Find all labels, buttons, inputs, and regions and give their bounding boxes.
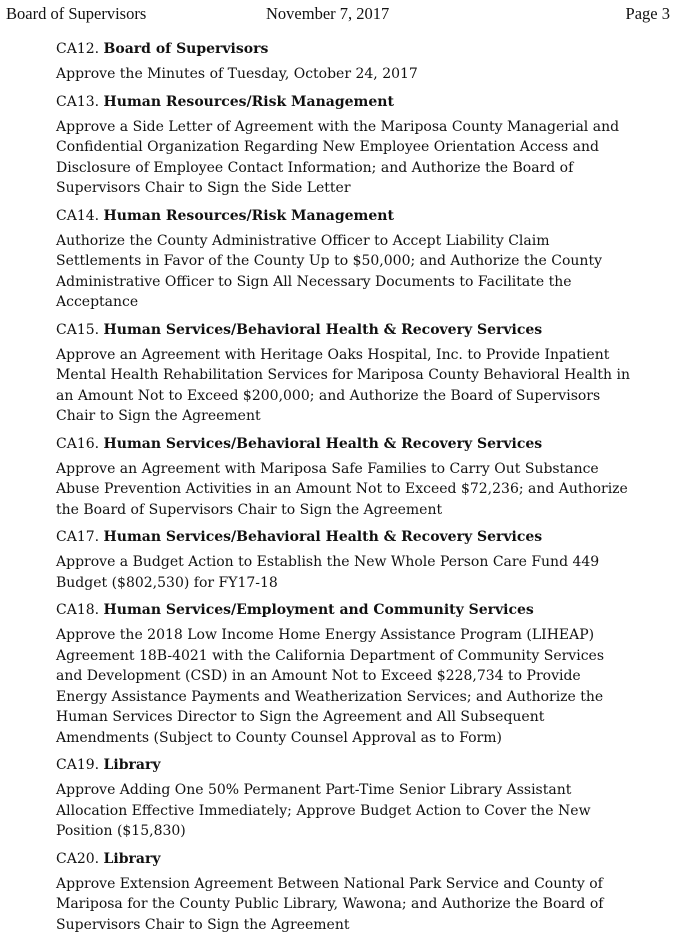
consent-agenda-list — [56, 39, 678, 942]
agenda-item — [56, 39, 678, 85]
agenda-item-body: Approve a Budget Action to Establish the New Whole Person Care Fund 449 Budget ($802,530) for FY17-18 — [56, 554, 600, 591]
agenda-item-title: Human Services/Employment and Community Services — [103, 602, 534, 618]
agenda-item-heading — [56, 92, 678, 113]
agenda-item-title: Human Resources/Risk Management — [103, 207, 394, 224]
agenda-item-title: Human Services/Behavioral Health & Recovery Services — [103, 529, 543, 545]
agenda-item-body: Approve Adding One 50% Permanent Part-Time Senior Library Assistant Allocation Effective Immediately; Approve Budget Action to Cover the New Position ($15,830) — [56, 782, 591, 839]
page-header — [6, 4, 670, 24]
agenda-item — [56, 600, 678, 748]
agenda-item — [56, 849, 678, 936]
agenda-item — [56, 206, 678, 313]
agenda-item-title: Library — [103, 850, 161, 867]
agenda-item-body: Approve the 2018 Low Income Home Energy Assistance Program (LIHEAP) Agreement 18B-4021 with the California Department of Community Services and Development (CSD) in an Amount Not to Exceed $228,734 to Provide Energy Assistance Payments and Weatherization Services; and Authorize the Human Services Director to Sign the Agreement and All Subsequent Amendments (Subject to County Counsel Approval as to Form) — [56, 627, 605, 746]
agenda-item-heading — [56, 600, 678, 621]
agenda-item-body: Approve a Side Letter of Agreement with the Mariposa County Managerial and Confidential Organization Regarding New Employee Orientation Access and Disclosure of Employee Contact Information; and Authorize the Board of Supervisors Chair to Sign the Side Letter — [56, 118, 620, 196]
agenda-item-heading — [56, 755, 678, 776]
agenda-item-body: Approve an Agreement with Heritage Oaks Hospital, Inc. to Provide Inpatient Mental Health Rehabilitation Services for Mariposa County Behavioral Health in an Amount Not to Exceed $200,000; and Authorize the Board of Supervisors Chair to Sign the Agreement — [56, 346, 630, 424]
agenda-item-title: Board of Supervisors — [103, 41, 269, 57]
agenda-item-code: CA20. — [56, 850, 100, 867]
header-date: November 7, 2017 — [266, 4, 390, 23]
agenda-item-title: Human Resources/Risk Management — [103, 93, 394, 110]
agenda-item — [56, 320, 678, 427]
agenda-item-code: CA13. — [56, 93, 100, 110]
agenda-item-title: Human Services/Behavioral Health & Recovery Services — [103, 435, 543, 452]
agenda-item-body: Approve the Minutes of Tuesday, October 24, 2017 — [56, 66, 418, 82]
header-page-number: Page 3 — [625, 4, 670, 23]
agenda-item-body: Approve an Agreement with Mariposa Safe Families to Carry Out Substance Abuse Prevention Activities in an Amount Not to Exceed $72,236; and Authorize the Board of Supervisors Chair to Sign the Agreement — [56, 460, 628, 518]
agenda-item-code: CA16. — [56, 435, 100, 452]
agenda-item-code: CA12. — [56, 41, 100, 57]
agenda-item-code: CA18. — [56, 602, 100, 618]
agenda-item-code: CA14. — [56, 207, 100, 224]
agenda-item-code: CA15. — [56, 321, 100, 338]
agenda-item — [56, 434, 678, 521]
agenda-item-title: Human Services/Behavioral Health & Recovery Services — [103, 321, 543, 338]
agenda-item-body: Authorize the County Administrative Officer to Accept Liability Claim Settlements in Favor of the County Up to $50,000; and Authorize the County Administrative Officer to Sign All Necessary Documents to Facilitate the Acceptance — [56, 232, 602, 310]
agenda-item-code: CA17. — [56, 529, 100, 545]
agenda-item-code: CA19. — [56, 757, 100, 773]
agenda-item-title: Library — [103, 757, 161, 773]
agenda-item-heading — [56, 527, 678, 548]
header-org: Board of Supervisors — [6, 4, 147, 23]
agenda-item-heading — [56, 320, 678, 341]
agenda-item-heading — [56, 434, 678, 455]
agenda-item — [56, 92, 678, 199]
agenda-item-heading — [56, 206, 678, 227]
agenda-item-heading — [56, 849, 678, 870]
agenda-item — [56, 755, 678, 842]
agenda-item — [56, 527, 678, 593]
agenda-item-heading — [56, 39, 678, 60]
agenda-item-body: Approve Extension Agreement Between National Park Service and County of Mariposa for the County Public Library, Wawona; and Authorize the Board of Supervisors Chair to Sign the Agreement — [56, 875, 604, 933]
